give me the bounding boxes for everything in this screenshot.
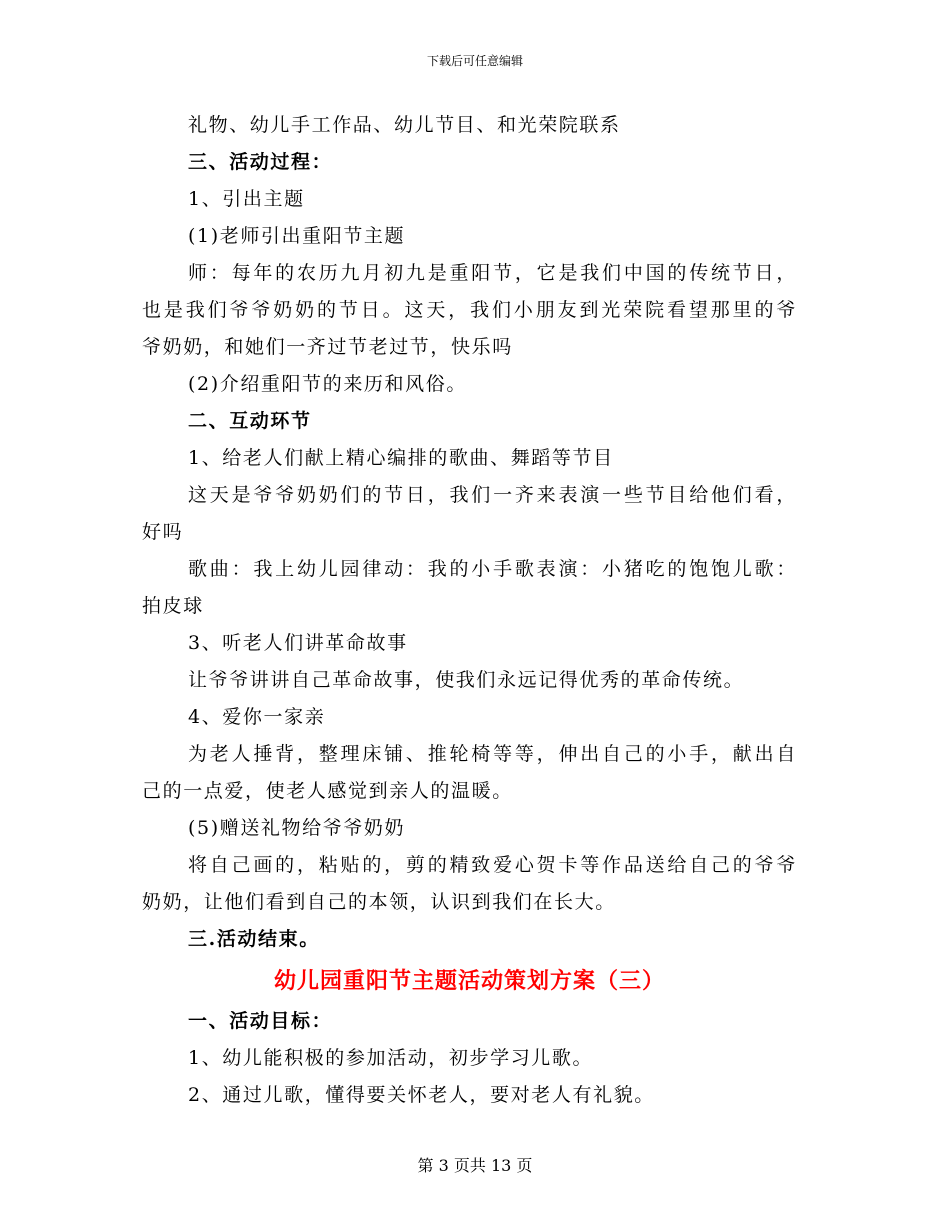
page-number: 第 3 页共 13 页 (417, 1156, 533, 1175)
body-line: 礼物、幼儿手工作品、幼儿节目、和光荣院联系 (188, 114, 621, 136)
body-line: 这天是爷爷奶奶们的节日，我们一齐来表演一些节目给他们看， (188, 484, 797, 506)
section-heading: 二、互动环节 (188, 410, 312, 432)
body-line: 1、幼儿能积极的参加活动，初步学习儿歌。 (188, 1047, 594, 1069)
section-heading: 一、活动目标： (188, 1010, 333, 1032)
subheading: (2)介绍重阳节的来历和风俗。 (188, 373, 467, 395)
subheading: (5)赠送礼物给爷爷奶奶 (188, 817, 406, 839)
subheading: 4、爱你一家亲 (188, 706, 326, 728)
body-line: 师：每年的农历九月初九是重阳节，它是我们中国的传统节日， (188, 262, 797, 284)
body-line: 奶奶，让他们看到自己的本领，认识到我们在长大。 (142, 891, 616, 913)
body-line: 为老人捶背，整理床铺、推轮椅等等，伸出自己的小手，献出自 (188, 743, 797, 765)
body-line: 己的一点爱，使老人感觉到亲人的温暖。 (142, 780, 513, 802)
subheading: 1、给老人们献上精心编排的歌曲、舞蹈等节目 (188, 447, 614, 469)
section-heading: 三、活动过程： (188, 151, 333, 173)
document-title: 幼儿园重阳节主题活动策划方案（三） (273, 968, 665, 994)
document-body (142, 107, 797, 1114)
body-line: 爷奶奶，和她们一齐过节老过节，快乐吗 (142, 336, 513, 358)
body-line: 将自己画的，粘贴的，剪的精致爱心贺卡等作品送给自己的爷爷 (188, 854, 797, 876)
body-line: 2、通过儿歌，懂得要关怀老人，要对老人有礼貌。 (188, 1084, 655, 1106)
section-heading: 三.活动结束。 (188, 928, 320, 950)
body-line: 拍皮球 (142, 595, 204, 617)
page-header: 下载后可任意编辑 (426, 54, 523, 68)
body-line: 好吗 (142, 521, 184, 543)
body-line: 也是我们爷爷奶奶的节日。这天，我们小朋友到光荣院看望那里的爷 (142, 299, 797, 321)
body-line: 歌曲：我上幼儿园律动：我的小手歌表演：小猪吃的饱饱儿歌： (188, 558, 797, 580)
subheading: (1)老师引出重阳节主题 (188, 225, 406, 247)
subheading: 1、引出主题 (188, 188, 305, 210)
subheading: 3、听老人们讲革命故事 (188, 632, 408, 654)
body-line: 让爷爷讲讲自己革命故事，使我们永远记得优秀的革命传统。 (188, 669, 745, 691)
